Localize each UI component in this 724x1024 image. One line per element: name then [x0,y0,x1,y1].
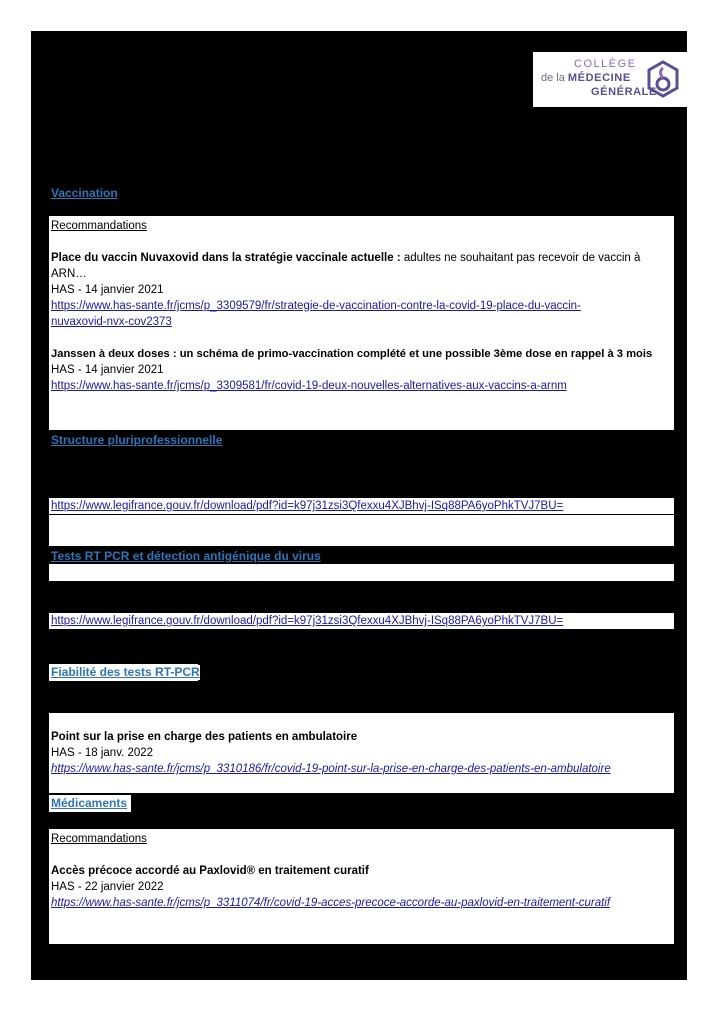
fiabilite-link[interactable]: https://www.has-sante.fr/jcms/p_3310186/fr/covid-19-point-sur-la-prise-en-charge-des-patients-en-ambulatoire [51,763,611,775]
heading-vaccination: Vaccination [51,186,118,200]
vaccination-box [49,216,674,430]
tests-link[interactable]: https://www.legifrance.gouv.fr/download/pdf?id=k97j31zsi3Qfexxu4XJBhvj-ISq88PA6yoPhkTVJ7BU= [51,615,564,627]
college-logo [533,52,687,107]
medicaments-category: Recommandations [51,833,147,845]
structure-link[interactable]: https://www.legifrance.gouv.fr/download/pdf?id=k97j31zsi3Qfexxu4XJBhvj-ISq88PA6yoPhkTVJ7BU= [51,500,564,512]
vaccination-category: Recommandations [51,220,147,232]
fiabilite-heading-box [49,664,198,681]
logo-line-2: de la MÉDECINE [541,72,631,84]
fiabilite-source: HAS - 18 janv. 2022 [51,747,154,759]
heading-fiabilite: Fiabilité des tests RT-PCR [51,665,200,679]
vaccination-item2-source: HAS - 14 janvier 2021 [51,364,164,376]
medicaments-link[interactable]: https://www.has-sante.fr/jcms/p_3311074/fr/covid-19-acces-precoce-accorde-au-paxlovid-en-traitement-curatif [51,897,611,909]
fiabilite-box [49,713,674,793]
vaccination-item1-link[interactable]: https://www.has-sante.fr/jcms/p_3309579/fr/strategie-de-vaccination-contre-la-covid-19-place-du-vaccin- [51,300,581,312]
medicaments-box [49,829,674,944]
vaccination-item2-link[interactable]: https://www.has-sante.fr/jcms/p_3309581/fr/covid-19-deux-nouvelles-alternatives-aux-vaccins-a-arnm [51,380,567,392]
heading-structure: Structure pluriprofessionnelle [51,433,223,447]
medicaments-title: Accès précoce accordé au Paxlovid® en traitement curatif [51,865,369,877]
fiabilite-title: Point sur la prise en charge des patients en ambulatoire [51,731,358,743]
tests-link-bar [49,613,674,629]
vaccination-item1-source: HAS - 14 janvier 2021 [51,284,164,296]
logo-line-1: COLLÈGE [574,58,637,70]
vaccination-item1-title-cont: ARN… [51,268,87,280]
heading-tests: Tests RT PCR et détection antigénique du virus [51,549,325,564]
hexagon-logo-icon [646,60,680,98]
vaccination-item1-link-cont[interactable]: nuvaxovid-nvx-cov2373 [51,316,172,328]
structure-box [49,515,674,546]
tests-box [49,564,674,581]
medicaments-heading-box [49,795,131,812]
vaccination-item1-title: Place du vaccin Nuvaxovid dans la stratégie vaccinale actuelle : adultes ne souhaitant pas recevoir de vaccin à [51,252,641,264]
logo-line-3: GÉNÉRALE [591,86,657,98]
vaccination-item2-title: Janssen à deux doses : un schéma de primo-vaccination complété et une possible 3ème dose en rappel à 3 mois [51,348,653,360]
structure-link-bar [49,498,674,514]
medicaments-source: HAS - 22 janvier 2022 [51,881,164,893]
heading-medicaments: Médicaments [51,796,128,810]
